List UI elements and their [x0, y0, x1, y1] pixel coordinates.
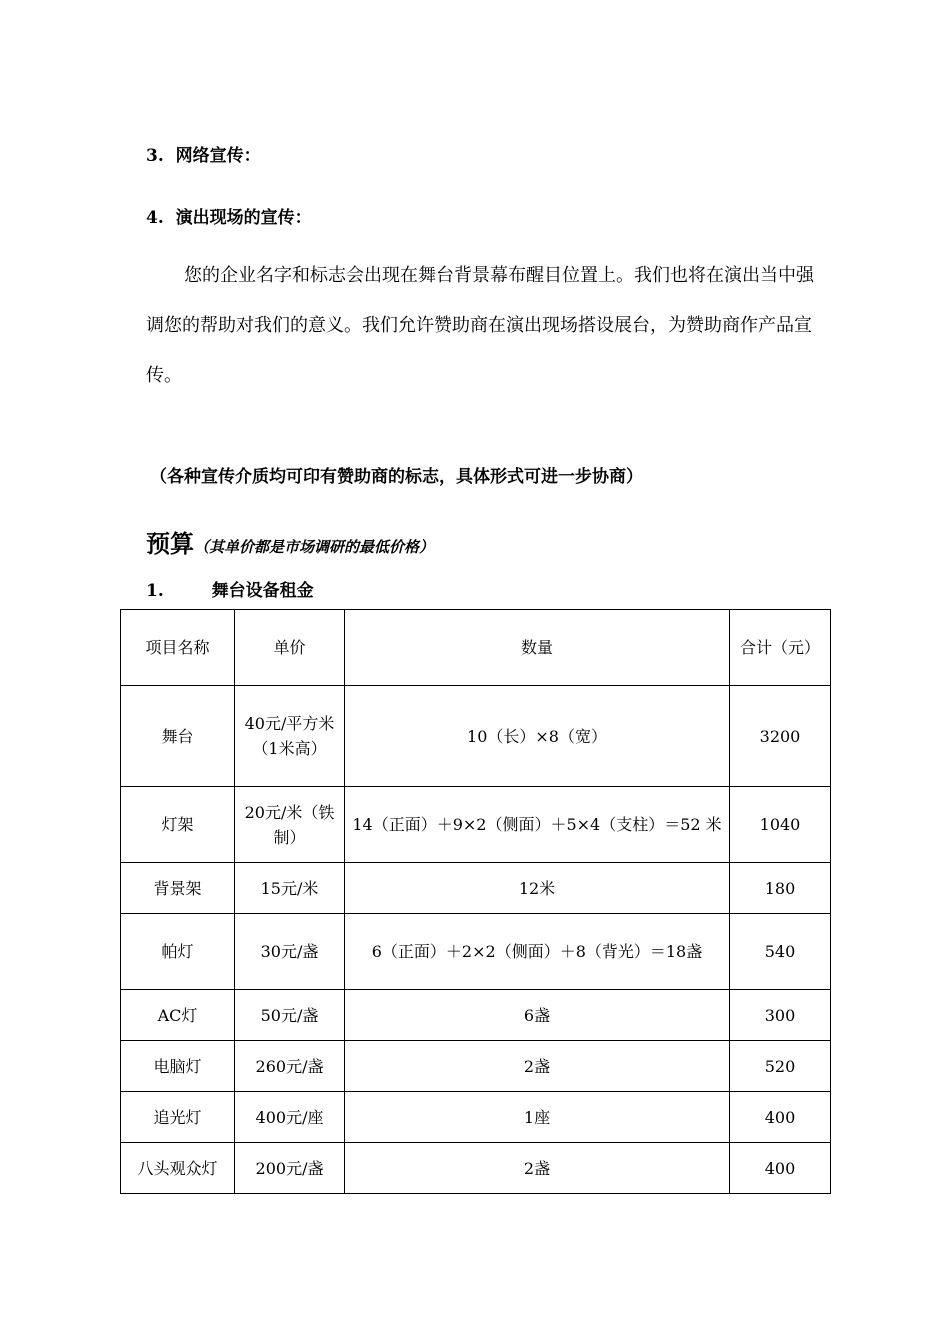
header-quantity: 数量	[345, 610, 730, 686]
cell-total: 3200	[730, 686, 831, 787]
section-3-number: 3.	[146, 146, 164, 166]
subsection-number: 1.	[146, 581, 164, 601]
cell-total: 400	[730, 1143, 831, 1194]
table-row	[121, 990, 831, 1041]
cell-total: 1040	[730, 787, 831, 863]
table-row	[121, 686, 831, 787]
section-3-heading	[146, 141, 261, 166]
section-3-title: 网络宣传：	[175, 146, 261, 166]
table-row	[121, 787, 831, 863]
header-unit-price: 单价	[235, 610, 345, 686]
cell-quantity: 12米	[345, 863, 730, 914]
cell-quantity: 6（正面）＋2×2（侧面）＋8（背光）＝18盏	[345, 914, 730, 990]
section-4-heading	[146, 203, 312, 228]
sponsor-paragraph-text: 您的企业名字和标志会出现在舞台背景幕布醒目位置上。我们也将在演出当中强调您的帮助对我们的意义。我们允许赞助商在演出现场搭设展台，为赞助商作产品宣传。	[146, 265, 814, 386]
cell-unit-price: 15元/米	[235, 863, 345, 914]
table-row	[121, 1041, 831, 1092]
table-row	[121, 1143, 831, 1194]
cell-item-name: 电脑灯	[121, 1041, 235, 1092]
cell-item-name: 灯架	[121, 787, 235, 863]
table-row	[121, 914, 831, 990]
cell-unit-price: 260元/盏	[235, 1041, 345, 1092]
cell-unit-price: 50元/盏	[235, 990, 345, 1041]
budget-title: 预算	[146, 529, 194, 558]
cell-item-name: 八头观众灯	[121, 1143, 235, 1194]
cell-total: 180	[730, 863, 831, 914]
cell-quantity: 10（长）×8（宽）	[345, 686, 730, 787]
subsection-title: 舞台设备租金	[211, 581, 314, 601]
cell-total: 540	[730, 914, 831, 990]
cell-item-name: 背景架	[121, 863, 235, 914]
section-4-number: 4.	[146, 208, 164, 228]
budget-heading	[146, 524, 434, 559]
cell-total: 400	[730, 1092, 831, 1143]
cell-item-name: 舞台	[121, 686, 235, 787]
cell-quantity: 1座	[345, 1092, 730, 1143]
cell-quantity: 6盏	[345, 990, 730, 1041]
table-row	[121, 863, 831, 914]
table-row	[121, 1092, 831, 1143]
cell-quantity: 2盏	[345, 1041, 730, 1092]
cell-total: 300	[730, 990, 831, 1041]
section-4-title: 演出现场的宣传：	[175, 208, 312, 228]
cell-unit-price: 40元/平方米（1米高）	[235, 686, 345, 787]
cell-item-name: 追光灯	[121, 1092, 235, 1143]
header-item-name: 项目名称	[121, 610, 235, 686]
budget-subtitle: （其单价都是市场调研的最低价格）	[194, 538, 435, 556]
cell-item-name: AC灯	[121, 990, 235, 1041]
header-total: 合计（元）	[730, 610, 831, 686]
cell-unit-price: 20元/米（铁制）	[235, 787, 345, 863]
cell-unit-price: 30元/盏	[235, 914, 345, 990]
media-note: （各种宣传介质均可印有赞助商的标志，具体形式可进一步协商）	[150, 467, 643, 487]
cell-total: 520	[730, 1041, 831, 1092]
cell-quantity: 2盏	[345, 1143, 730, 1194]
subsection-heading	[146, 576, 314, 601]
cell-unit-price: 400元/座	[235, 1092, 345, 1143]
cell-item-name: 帕灯	[121, 914, 235, 990]
cell-quantity: 14（正面）＋9×2（侧面）＋5×4（支柱）＝52 米	[345, 787, 730, 863]
budget-table	[120, 609, 831, 1194]
cell-unit-price: 200元/盏	[235, 1143, 345, 1194]
table-header-row	[121, 610, 831, 686]
sponsor-paragraph	[146, 251, 816, 401]
